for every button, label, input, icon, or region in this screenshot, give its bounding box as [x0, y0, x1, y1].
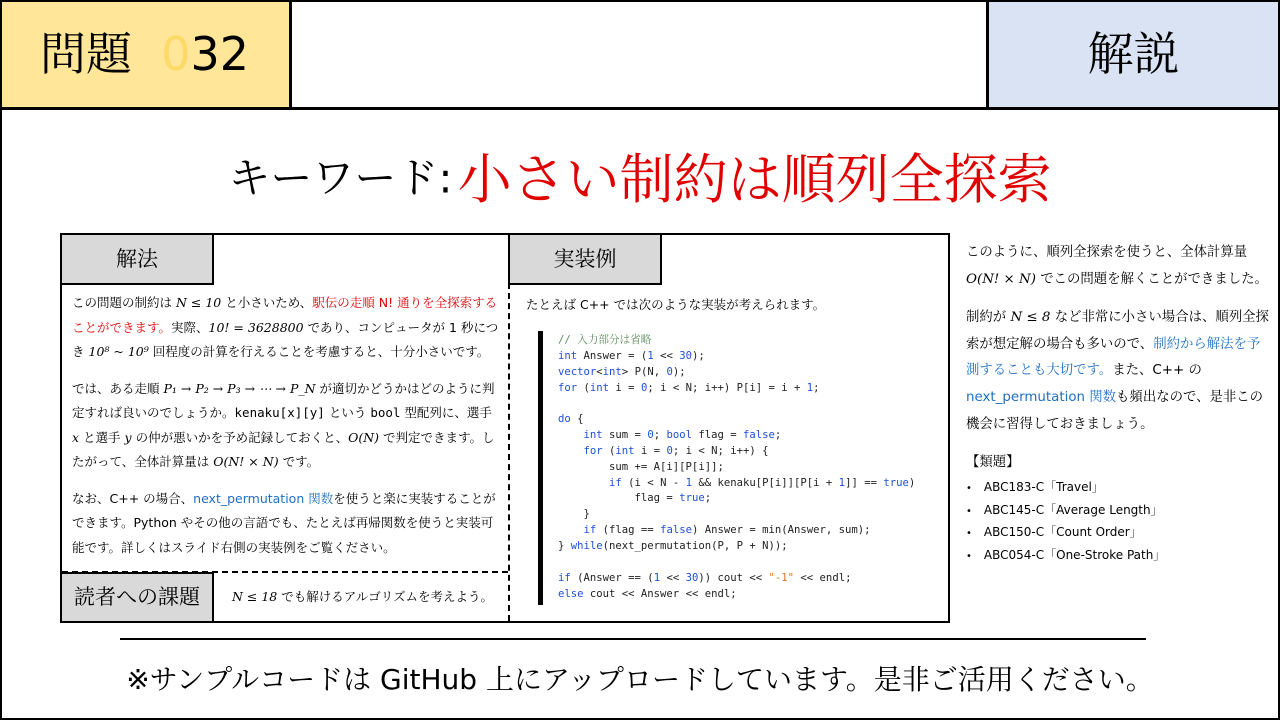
vertical-divider: [508, 283, 510, 621]
method-paragraph-3: なお、C++ の場合、next_permutation 関数を使うと楽に実装することができます。Python やその他の言語でも、たとえば再帰関数を使うと実装可能です。詳しくはスライド右側の実装例をご覧ください。: [72, 490, 496, 555]
method-tab: 解法: [60, 233, 214, 285]
code-line: } while(next_permutation(P, P + N));: [558, 539, 788, 552]
code-line: else cout << Answer << endl;: [558, 587, 737, 600]
method-paragraph-2: では、ある走順 P₁ → P₂ → P₃ → ⋯ → P_N が適切かどうかはどのように判定すれば良いのでしょうか。kenaku[x][y] という bool 型配列に、選手 x と選手 y の仲が悪いかを予め記録しておくと、O(N) で判定できます。したがって、全体計算量は O(N! × N) です。: [72, 380, 495, 469]
summary-paragraph-2: 制約が N ≤ 8 など非常に小さい場合は、順列全探索が想定解の場合も多いので、制約から解法を予測することも大切です。また、C++ の next_permutation 関数も頻出なので、是非この機会に習得しておきましょう。: [966, 310, 1269, 432]
code-line: do {: [558, 413, 584, 426]
code-block-bar: [538, 331, 543, 605]
footer-note: ※サンプルコードは GitHub 上にアップロードしています。是非ご活用ください。: [126, 663, 1154, 696]
code-line: int sum = 0; bool flag = false;: [583, 429, 782, 442]
code-line: vector<int> P(N, 0);: [558, 365, 686, 378]
problem-number-box: [2, 2, 292, 110]
problem-number: 32: [190, 27, 250, 81]
problem-number-prefix: 0: [161, 27, 191, 81]
related-problem: • ABC054-C「One-Stroke Path」: [966, 545, 1272, 568]
section-title-box: [986, 2, 1278, 110]
code-line: flag = true;: [558, 492, 712, 505]
hint-highlight: 制約から解法を予測することも大切です。: [966, 336, 1261, 379]
code-block: [558, 333, 915, 602]
related-problems-list: [966, 477, 1272, 568]
implementation-intro: たとえば C++ では次のような実装が考えられます。: [526, 297, 826, 312]
code-line: int Answer = (1 << 30);: [558, 349, 705, 362]
summary-column: [966, 240, 1272, 568]
method-text: [72, 291, 502, 572]
related-problem: • ABC145-C「Average Length」: [966, 500, 1272, 523]
highlight-text: 駅伝の走順 N! 通りを全探索することができます。: [72, 295, 498, 335]
footer-divider: [120, 638, 1146, 640]
code-line: if (i < N - 1 && kenaku[P[i]][P[i + 1]] == true): [609, 476, 916, 489]
next-permutation-highlight: next_permutation 関数: [966, 389, 1117, 405]
code-line: if (flag == false) Answer = min(Answer, sum);: [583, 524, 871, 537]
challenge-tab: 読者への課題: [60, 572, 214, 623]
related-problem: • ABC150-C「Count Order」: [966, 522, 1272, 545]
code-line: }: [583, 508, 590, 521]
code-line: // 入力部分は省略: [558, 334, 652, 346]
related-problems-title: 【類題】: [966, 455, 1020, 471]
keyword-value: 小さい制約は順列全探索: [457, 148, 1052, 211]
code-line: if (Answer == (1 << 30)) cout << "-1" << endl;: [558, 571, 852, 584]
code-line: for (int i = 0; i < N; i++) P[i] = i + 1;: [558, 381, 820, 394]
summary-paragraph-1: このように、順列全探索を使うと、全体計算量 O(N! × N) でこの問題を解くことができました。: [966, 245, 1268, 287]
content-panel: [60, 233, 950, 623]
header-divider: [292, 107, 986, 110]
next-permutation-link: next_permutation 関数: [193, 490, 334, 506]
section-title: 解説: [1087, 27, 1180, 81]
implementation-tab: 実装例: [508, 233, 662, 285]
problem-label: 問題: [40, 27, 132, 81]
code-line: for (int i = 0; i < N; i++) {: [583, 444, 769, 457]
keyword-heading: [2, 137, 1278, 214]
related-problem: • ABC183-C「Travel」: [966, 477, 1272, 500]
challenge-text: N ≤ 18 でも解けるアルゴリズムを考えよう。: [232, 589, 494, 604]
method-paragraph-1: この問題の制約は N ≤ 10 と小さいため、駅伝の走順 N! 通りを全探索することができます。実際、10! = 3628800 であり、コンピュータが 1 秒につき 10⁸ ~ 10⁹ 回程度の計算を行えることを考慮すると、十分小さいです。: [72, 295, 499, 359]
code-line: sum += A[i][P[i]];: [609, 460, 724, 473]
keyword-label: キーワード:: [228, 153, 453, 203]
